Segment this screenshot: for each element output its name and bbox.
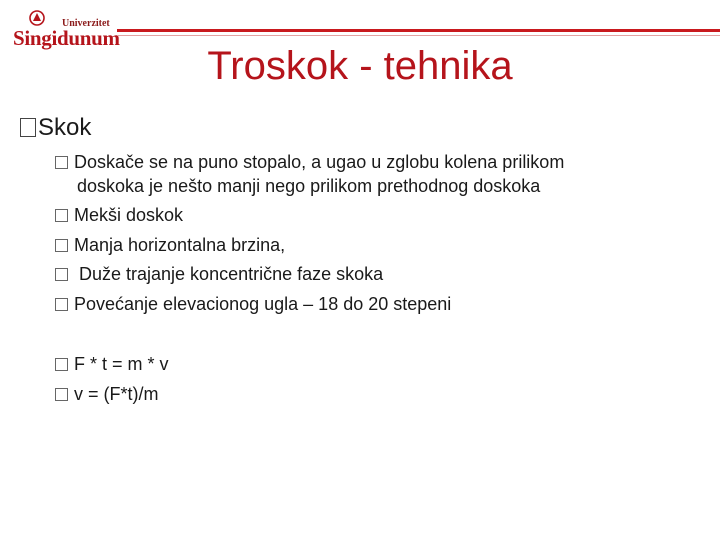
header-rule-thin xyxy=(117,35,720,36)
checkbox-bullet-icon xyxy=(55,209,68,222)
list-item xyxy=(55,262,383,286)
section-heading-text: Skok xyxy=(38,114,92,141)
checkbox-bullet-icon xyxy=(55,358,68,371)
list-item xyxy=(55,203,183,227)
list-item xyxy=(55,233,285,257)
crest-icon xyxy=(29,10,45,26)
logo-university-text: Univerzitet xyxy=(62,18,110,29)
checkbox-bullet-icon xyxy=(55,388,68,401)
list-item-text: Povećanje elevacionog ugla – 18 do 20 stepeni xyxy=(74,294,452,314)
checkbox-bullet-icon xyxy=(55,298,68,311)
formula-text: v = (F*t)/m xyxy=(74,384,159,404)
list-item-text: Mekši doskok xyxy=(74,205,184,225)
checkbox-bullet-icon xyxy=(55,239,68,252)
header-rule xyxy=(117,29,720,32)
logo-name-text: Singidunum xyxy=(13,26,120,50)
university-logo xyxy=(10,8,120,50)
slide-title: Troskok - tehnika xyxy=(207,44,513,88)
list-item-text: Manja horizontalna brzina, xyxy=(74,235,286,255)
list-item xyxy=(55,292,451,316)
formula-item xyxy=(55,382,159,406)
list-item-text: Duže trajanje koncentrične faze skoka xyxy=(74,264,384,284)
list-item xyxy=(55,150,564,174)
formula-item xyxy=(55,352,169,376)
checkbox-bullet-icon xyxy=(55,268,68,281)
formula-text: F * t = m * v xyxy=(74,354,169,374)
section-heading xyxy=(20,114,91,142)
list-item-continuation: doskoka je nešto manji nego prilikom prethodnog doskoka xyxy=(77,176,541,196)
checkbox-bullet-icon xyxy=(20,118,36,137)
list-item-text: Doskače se na puno stopalo, a ugao u zglobu kolena prilikom xyxy=(74,152,565,172)
checkbox-bullet-icon xyxy=(55,156,68,169)
